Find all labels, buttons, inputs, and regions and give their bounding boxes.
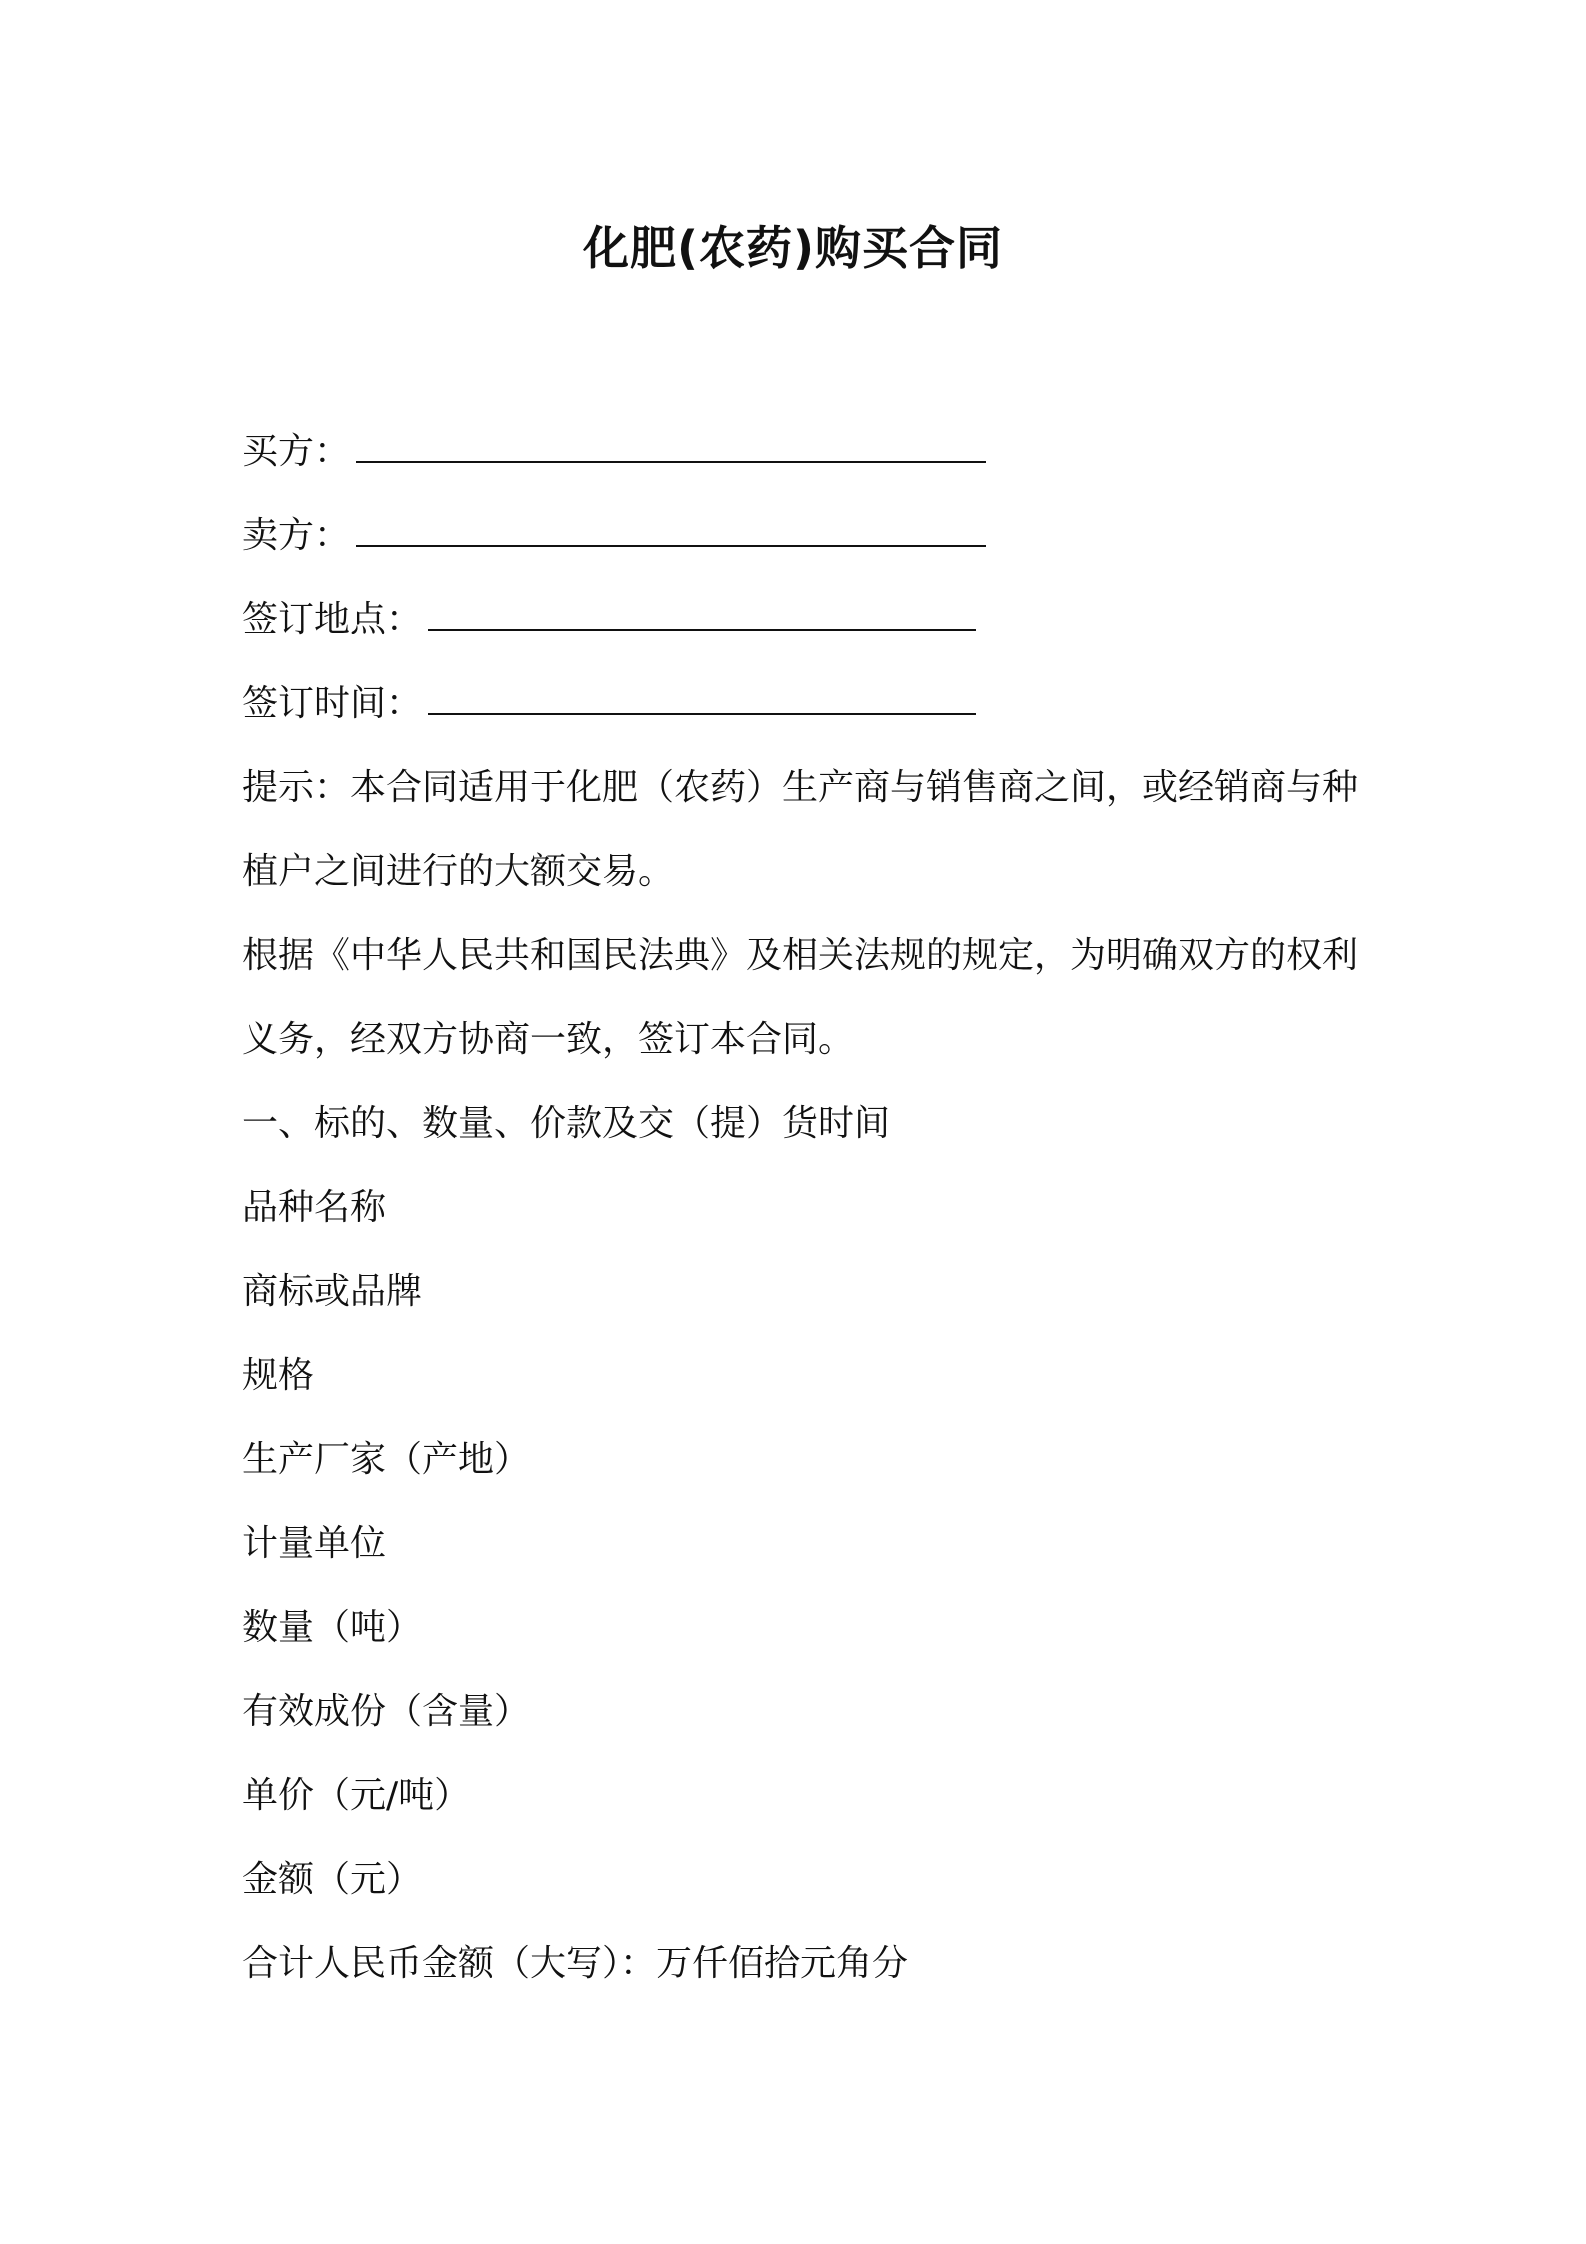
item-quantity: 数量（吨） <box>242 1607 423 1648</box>
document-title: 化肥(农药)购买合同 <box>582 221 1004 275</box>
buyer-blank-line <box>356 427 986 463</box>
section-1-heading: 一、标的、数量、价款及交（提）货时间 <box>242 1103 891 1144</box>
buyer-label: 买方： <box>242 431 351 472</box>
signing-time-blank-line <box>428 679 976 715</box>
item-manufacturer: 生产厂家（产地） <box>242 1439 531 1480</box>
hint-paragraph: 提示：本合同适用于化肥（农药）生产商与销售商之间，或经销商与种植户之间进行的大额交易。 <box>242 767 1359 892</box>
seller-blank-line <box>356 511 986 547</box>
signing-time-label: 签订时间： <box>242 683 423 724</box>
buyer-field <box>242 410 1362 494</box>
signing-place-label: 签订地点： <box>242 599 423 640</box>
item-variety-name: 品种名称 <box>242 1187 387 1228</box>
item-total-amount: 合计人民币金额（大写）：万仟佰拾元角分 <box>242 1943 909 1984</box>
item-trademark-brand: 商标或品牌 <box>242 1271 423 1312</box>
document-body <box>242 410 1362 2006</box>
item-amount: 金额（元） <box>242 1859 423 1900</box>
seller-field <box>242 494 1362 578</box>
signing-place-field <box>242 578 1362 662</box>
basis-paragraph: 根据《中华人民共和国民法典》及相关法规的规定，为明确双方的权利义务，经双方协商一致，签订本合同。 <box>242 935 1359 1060</box>
item-unit-price: 单价（元/吨） <box>242 1775 471 1816</box>
item-specification: 规格 <box>242 1355 315 1396</box>
item-active-ingredient: 有效成份（含量） <box>242 1691 531 1732</box>
item-unit: 计量单位 <box>242 1523 387 1564</box>
seller-label: 卖方： <box>242 515 351 556</box>
signing-place-blank-line <box>428 595 976 631</box>
signing-time-field <box>242 662 1362 746</box>
